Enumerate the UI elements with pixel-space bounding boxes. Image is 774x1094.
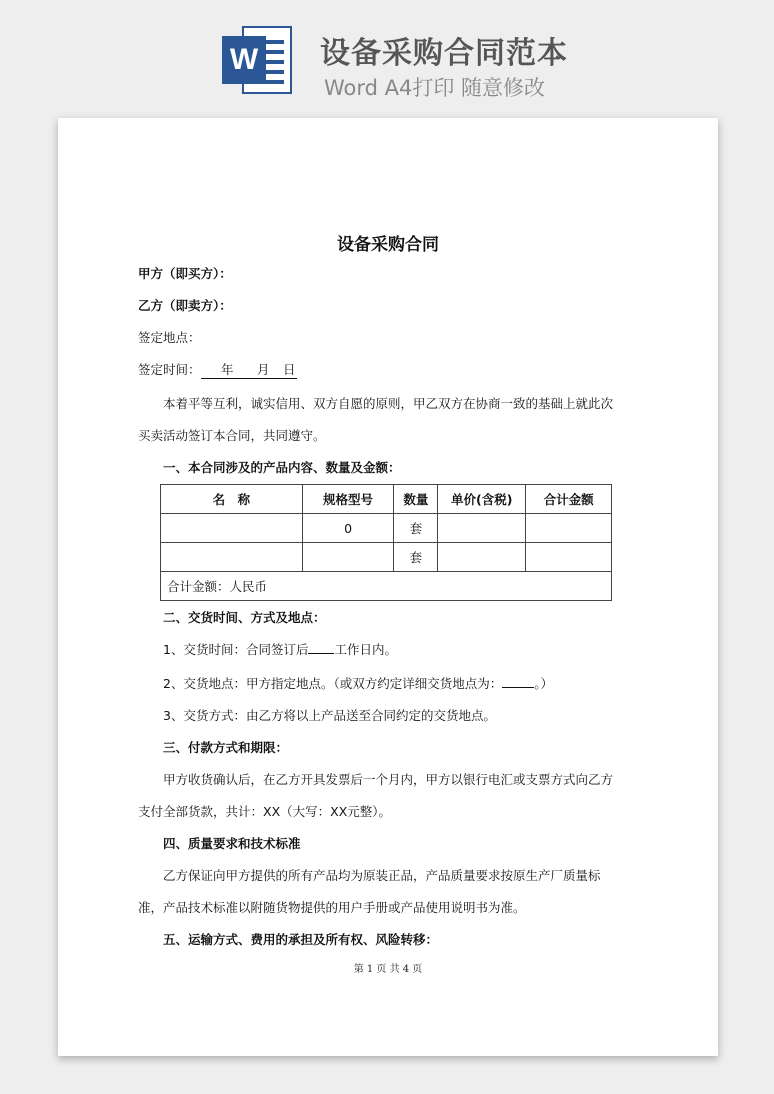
- table-header-cell: 数量: [394, 485, 438, 514]
- section-5-title: 五、运输方式、费用的承担及所有权、风险转移：: [163, 932, 439, 947]
- page-footer: 第 1 页 共 4 页: [353, 964, 423, 975]
- table-cell: [438, 514, 526, 543]
- table-row: [161, 543, 612, 572]
- section-1-title: 一、本合同涉及的产品内容、数量及金额：: [163, 460, 401, 475]
- word-letter: W: [222, 36, 266, 84]
- intro-text-1: 本着平等互利，诚实信用、双方自愿的原则，甲乙双方在协商一致的基础上就此次: [163, 396, 614, 411]
- table-cell: 0: [302, 514, 394, 543]
- document-title: 设备采购合同: [337, 235, 439, 255]
- section-3-body-2: 支付全部货款，共计：XX（大写：XX元整）。: [138, 804, 392, 819]
- section-3-title: 三、付款方式和期限：: [163, 740, 289, 755]
- table-cell: [438, 543, 526, 572]
- blank-line: [308, 653, 334, 654]
- party-a-label: 甲方（即买方）：: [138, 266, 232, 281]
- section-2-item-2: 2、交货地点：甲方指定地点。（或双方约定详细交货地点为： 。）: [163, 676, 553, 691]
- table-cell: 套: [394, 543, 438, 572]
- table-header-cell: 合计金额: [526, 485, 612, 514]
- intro-text-2: 买卖活动签订本合同，共同遵守。: [138, 428, 326, 443]
- sign-place-label: 签定地点：: [138, 330, 201, 345]
- sign-time-line: [138, 360, 297, 379]
- table-cell: [526, 543, 612, 572]
- word-icon: [222, 24, 294, 96]
- table-cell: [161, 543, 303, 572]
- table-header-cell: 规格型号: [302, 485, 394, 514]
- product-table: [160, 484, 612, 601]
- section-2-title: 二、交货时间、方式及地点：: [163, 610, 326, 625]
- section-3-body-1: 甲方收货确认后，在乙方开具发票后一个月内，甲方以银行电汇或支票方式向乙方: [163, 772, 614, 787]
- section-4-body-2: 准，产品技术标准以附随货物提供的用户手册或产品使用说明书为准。: [138, 900, 526, 915]
- table-header-cell: 名 称: [161, 485, 303, 514]
- sign-time-blank: 年 月 日: [201, 360, 297, 379]
- table-cell: [526, 514, 612, 543]
- party-b-label: 乙方（即卖方）：: [138, 298, 232, 313]
- section-2-item-3: 3、交货方式：由乙方将以上产品送至合同约定的交货地点。: [163, 708, 496, 723]
- table-header-cell: 单价(含税): [438, 485, 526, 514]
- banner-title: 设备采购合同范本: [320, 36, 568, 71]
- section-2-item-1: 1、交货时间：合同签订后 工作日内。: [163, 642, 397, 657]
- banner-subtitle: Word A4打印 随意修改: [324, 76, 546, 100]
- table-total-row: [161, 572, 612, 601]
- header-banner: [0, 0, 774, 110]
- blank-line: [502, 687, 534, 688]
- table-cell: [302, 543, 394, 572]
- table-header-row: [161, 485, 612, 514]
- table-cell: [161, 514, 303, 543]
- section-4-body-1: 乙方保证向甲方提供的所有产品均为原装正品，产品质量要求按原生产厂质量标: [163, 868, 601, 883]
- table-total-cell: 合计金额：人民币: [161, 572, 612, 601]
- document-page: [58, 118, 718, 1056]
- sign-time-label: 签定时间：: [138, 362, 201, 377]
- table-row: [161, 514, 612, 543]
- table-cell: 套: [394, 514, 438, 543]
- section-4-title: 四、质量要求和技术标准: [163, 836, 301, 851]
